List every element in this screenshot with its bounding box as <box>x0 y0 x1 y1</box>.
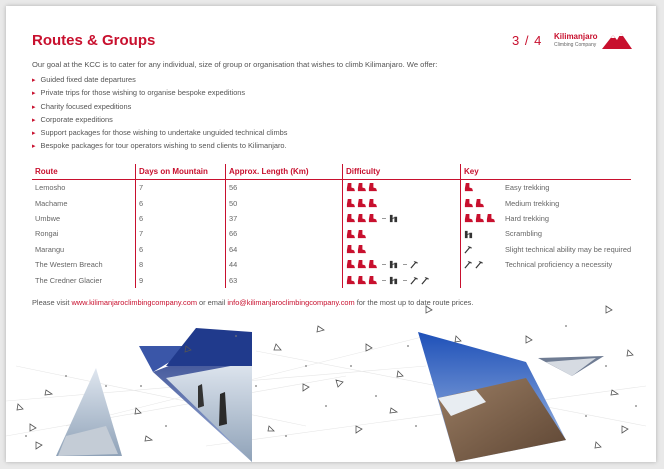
offering-item: ▸ Charity focused expeditions <box>32 100 287 113</box>
days-on-mountain: 7 <box>136 226 226 241</box>
approx-length: 44 <box>226 257 343 272</box>
route-name: Umbwe <box>35 213 61 223</box>
route-name: The Credner Glacier <box>35 275 102 285</box>
offering-item: ▸ Guided fixed date departures <box>32 73 287 86</box>
key-label: Slight technical ability may be required <box>505 244 632 254</box>
website-link[interactable]: www.kilimanjaroclimbingcompany.com <box>71 298 197 307</box>
days-on-mountain: 6 <box>136 242 226 257</box>
footer-middle: or email <box>196 298 228 307</box>
days-on-mountain: 6 <box>136 211 226 226</box>
key-label: Hard trekking <box>505 213 549 223</box>
email-link[interactable]: info@kilimanjaroclimbingcompany.com <box>227 298 355 307</box>
key-label: Scrambling <box>505 229 542 239</box>
footer-prefix: Please visit <box>32 298 72 307</box>
page-title: Routes & Groups <box>32 32 156 49</box>
approx-length: 66 <box>226 226 343 241</box>
offering-item: ▸ Corporate expeditions <box>32 113 287 126</box>
route-name: Machame <box>35 198 68 208</box>
key-label: Easy trekking <box>505 183 550 193</box>
offering-item: ▸ Bespoke packages for tour operators wishing to send clients to Kilimanjaro. <box>32 139 287 152</box>
route-name: Lemosho <box>35 183 66 193</box>
approx-length: 37 <box>226 211 343 226</box>
footer-suffix: for the most up to date route prices. <box>354 298 474 307</box>
intro-text: Our goal at the KCC is to cater for any individual, size of group or organisation that wishes to climb Kilimanjaro. We offer: <box>32 60 438 69</box>
approx-length: 56 <box>226 180 343 196</box>
offering-item: ▸ Support packages for those wishing to undertake unguided technical climbs <box>32 126 287 139</box>
key-label: Medium trekking <box>505 198 560 208</box>
days-on-mountain: 7 <box>136 180 226 196</box>
col-difficulty: Difficulty <box>343 164 461 180</box>
photo-summit <box>418 332 566 462</box>
route-name: Rongai <box>35 229 59 239</box>
approx-length: 50 <box>226 195 343 210</box>
approx-length: 64 <box>226 242 343 257</box>
offering-item: ▸ Private trips for those wishing to organise bespoke expeditions <box>32 86 287 99</box>
logo-name: Kilimanjaro <box>554 32 598 41</box>
photo-small-right <box>538 356 604 376</box>
days-on-mountain: 9 <box>136 272 226 287</box>
col-days: Days on Mountain <box>136 164 226 180</box>
days-on-mountain: 8 <box>136 257 226 272</box>
col-length: Approx. Length (Km) <box>226 164 343 180</box>
approx-length: 63 <box>226 272 343 287</box>
col-route: Route <box>32 164 136 180</box>
key-label: Technical proficiency a necessity <box>505 260 613 270</box>
col-key: Key <box>461 164 503 180</box>
logo-tagline: Climbing Company <box>554 42 597 48</box>
route-name: The Western Breach <box>35 260 103 270</box>
days-on-mountain: 6 <box>136 195 226 210</box>
brochure-page <box>6 6 656 462</box>
photo-sky-strip <box>139 328 252 372</box>
route-name: Marangu <box>35 244 65 254</box>
page-number: 3 / 4 <box>512 33 543 48</box>
decorative-triangles <box>6 6 656 462</box>
